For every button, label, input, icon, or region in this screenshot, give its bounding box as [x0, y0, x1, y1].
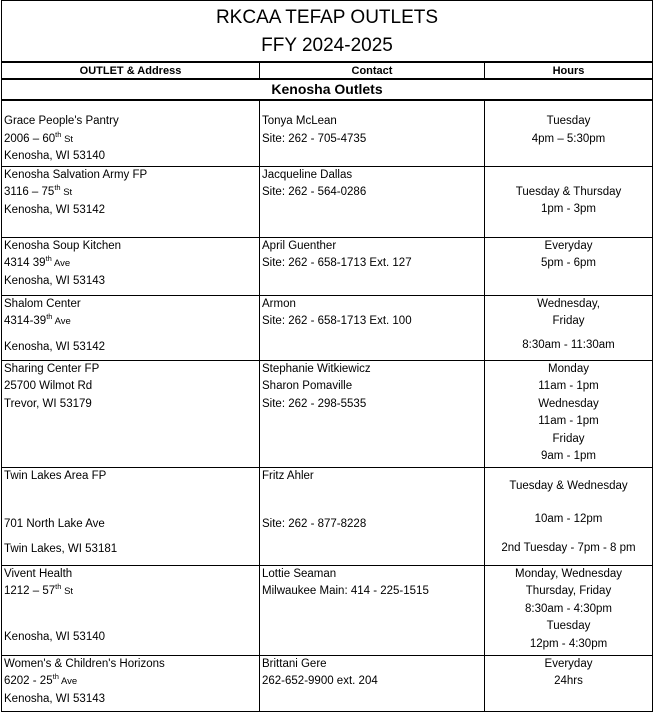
contact-phone: Site: 262 - 298-5535	[262, 397, 367, 410]
document-title	[2, 1, 653, 63]
contact-name: Stephanie Witkiewicz	[262, 362, 371, 375]
contact-phone: Site: 262 - 658-1713 Ext. 127	[262, 257, 412, 269]
contact-cell	[260, 655, 485, 711]
outlet-name: Sharing Center FP	[4, 362, 100, 375]
hours-line: Wednesday,	[537, 297, 600, 310]
outlet-cell	[2, 295, 260, 360]
hours-line: 12pm - 4:30pm	[529, 637, 608, 650]
contact-cell	[260, 360, 485, 467]
table-row	[2, 295, 653, 360]
outlet-name: Vivent Health	[4, 567, 73, 580]
outlet-address: 701 North Lake Ave	[4, 518, 105, 530]
contact-cell	[260, 166, 485, 237]
hours-line: Tuesday	[546, 620, 591, 632]
hours-line: 2nd Tuesday - 7pm - 8 pm	[501, 541, 636, 554]
hours-line: Everyday	[544, 657, 593, 670]
title-row	[2, 1, 653, 63]
outlet-cell	[2, 655, 260, 711]
contact-cell	[260, 565, 485, 655]
hours-cell	[485, 295, 653, 360]
hours-line: Wednesday	[538, 397, 599, 410]
contact-name: Armon	[262, 297, 296, 310]
hours-line: 4pm – 5:30pm	[531, 132, 606, 145]
outlet-address: 4314-39th Ave	[4, 312, 71, 327]
contact-phone: Site: 262 - 877-8228	[262, 518, 367, 530]
hours-line: 8:30am - 4:30pm	[525, 602, 612, 615]
contact-cell	[260, 237, 485, 295]
hours-line: 9am - 1pm	[541, 450, 596, 462]
hours-line: Friday	[552, 432, 585, 445]
hours-line: Tuesday	[546, 115, 591, 127]
outlet-city: Kenosha, WI 53142	[4, 340, 106, 353]
outlet-city: Kenosha, WI 53142	[4, 203, 106, 216]
table-row	[2, 237, 653, 295]
hours-line: 1pm - 3pm	[541, 203, 596, 215]
contact-name: Sharon Pomaville	[262, 380, 353, 392]
contact-name: April Guenther	[262, 239, 337, 252]
contact-cell	[260, 295, 485, 360]
hours-cell	[485, 100, 653, 166]
outlet-city: Twin Lakes, WI 53181	[4, 542, 118, 555]
contact-name: Fritz Ahler	[262, 469, 314, 482]
header-row	[2, 62, 653, 79]
header-contact: Contact	[260, 62, 485, 79]
contact-name: Brittani Gere	[262, 657, 327, 670]
hours-line: 24hrs	[554, 675, 583, 687]
outlet-name: Kenosha Salvation Army FP	[4, 168, 148, 181]
contact-phone: Site: 262 - 564-0286	[262, 186, 367, 198]
hours-cell	[485, 237, 653, 295]
hours-line: 11am - 1pm	[538, 415, 599, 427]
hours-line: 11am - 1pm	[538, 380, 599, 392]
title-line-1: RKCAA TEFAP OUTLETS	[215, 7, 439, 28]
header-hours: Hours	[485, 62, 653, 79]
hours-line: Monday, Wednesday	[515, 567, 622, 580]
outlet-address: 1212 – 57th St	[4, 582, 74, 597]
hours-line: 8:30am - 11:30am	[522, 338, 615, 351]
outlet-city: Kenosha, WI 53143	[4, 692, 106, 705]
outlet-name: Kenosha Soup Kitchen	[4, 239, 122, 252]
contact-cell	[260, 100, 485, 166]
section-title: Kenosha Outlets	[2, 79, 653, 100]
outlet-address: 25700 Wilmot Rd	[4, 380, 93, 392]
outlet-address: 6202 - 25th Ave	[4, 672, 78, 687]
outlet-cell	[2, 237, 260, 295]
outlet-city: Kenosha, WI 53143	[4, 274, 106, 287]
contact-phone: Site: 262 - 705-4735	[262, 132, 367, 145]
hours-cell	[485, 166, 653, 237]
hours-line: Tuesday & Thursday	[515, 185, 622, 198]
table-row	[2, 565, 653, 655]
hours-line: 10am - 12pm	[534, 513, 603, 525]
hours-cell	[485, 565, 653, 655]
hours-line: Tuesday & Wednesday	[509, 479, 628, 492]
outlet-city: Kenosha, WI 53140	[4, 150, 106, 162]
hours-line: 5pm - 6pm	[541, 257, 596, 269]
outlet-city: Trevor, WI 53179	[4, 397, 92, 410]
outlet-cell	[2, 467, 260, 565]
hours-line: Friday	[552, 315, 585, 327]
contact-name: Tonya McLean	[262, 115, 337, 127]
outlet-cell	[2, 100, 260, 166]
header-outlet: OUTLET & Address	[2, 62, 260, 79]
hours-cell	[485, 655, 653, 711]
table-row	[2, 166, 653, 237]
title-line-2: FFY 2024-2025	[261, 35, 393, 56]
outlet-cell	[2, 360, 260, 467]
hours-cell	[485, 467, 653, 565]
table-row	[2, 360, 653, 467]
outlet-cell	[2, 166, 260, 237]
outlet-cell	[2, 565, 260, 655]
hours-line: Monday	[548, 362, 589, 375]
table-row	[2, 655, 653, 711]
table-row	[2, 467, 653, 565]
outlet-name: Twin Lakes Area FP	[4, 469, 107, 482]
contact-cell	[260, 467, 485, 565]
outlet-address: 4314 39th Ave	[4, 254, 71, 269]
outlet-name: Women's & Children's Horizons	[4, 657, 165, 670]
contact-phone: 262-652-9900 ext. 204	[262, 675, 378, 687]
hours-line: Everyday	[544, 239, 593, 252]
contact-name: Lottie Seaman	[262, 567, 337, 580]
table-row	[2, 100, 653, 166]
outlet-address: 3116 – 75th St	[4, 183, 73, 198]
tefap-outlets-table	[1, 0, 653, 712]
outlet-address: 2006 – 60th St	[4, 129, 74, 145]
outlet-name: Grace People's Pantry	[4, 115, 119, 127]
contact-name: Jacqueline Dallas	[262, 168, 353, 181]
outlet-name: Shalom Center	[4, 297, 81, 310]
hours-cell	[485, 360, 653, 467]
outlet-city: Kenosha, WI 53140	[4, 630, 106, 643]
section-row	[2, 79, 653, 100]
hours-line: Thursday, Friday	[525, 585, 612, 597]
contact-phone: Site: 262 - 658-1713 Ext. 100	[262, 315, 412, 327]
contact-phone: Milwaukee Main: 414 - 225-1515	[262, 585, 429, 597]
